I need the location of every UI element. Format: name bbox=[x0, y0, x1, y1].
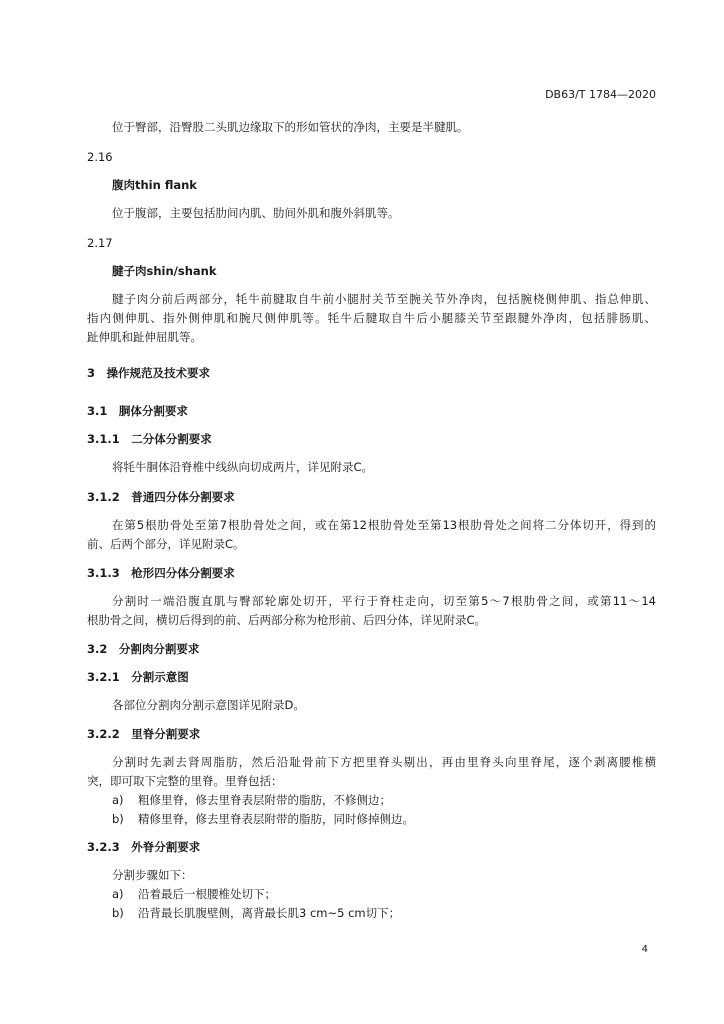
section-number-2-17: 2.17 bbox=[87, 236, 113, 250]
list-marker-b: b) bbox=[112, 906, 124, 920]
paragraph-shin-line-1: 腱子肉分前后两部分，牦牛前腱取自牛前小腿肘关节至腕关节外净肉，包括腕桡侧伸肌、指总伸肌、 bbox=[112, 292, 656, 306]
heading-3-1: 3.1 胴体分割要求 bbox=[87, 404, 188, 418]
paragraph-3-1-2-line-2: 前、后两个部分，详见附录C。 bbox=[87, 537, 245, 551]
paragraph-shin-line-3: 趾伸肌和趾伸屈肌等。 bbox=[87, 330, 202, 344]
term-title-thin-flank: 腹肉thin flank bbox=[112, 178, 197, 192]
list-item-cut-lumbar: 沿着最后一根腰椎处切下； bbox=[138, 887, 276, 901]
list-item-cut-longissimus: 沿背最长肌腹壁侧，离背最长肌3 cm~5 cm切下； bbox=[138, 906, 401, 920]
heading-3-1-1: 3.1.1 二分体分割要求 bbox=[87, 432, 212, 446]
paragraph-3-1-1: 将牦牛胴体沿脊椎中线纵向切成两片，详见附录C。 bbox=[112, 460, 374, 474]
list-marker-a: a) bbox=[112, 887, 124, 901]
heading-3-2: 3.2 分割肉分割要求 bbox=[87, 642, 200, 656]
page-number: 4 bbox=[641, 944, 648, 955]
paragraph-rump: 位于臀部，沿臀股二头肌边缘取下的形如管状的净肉，主要是半腱肌。 bbox=[112, 120, 469, 134]
term-title-shin-shank: 腱子肉shin/shank bbox=[112, 264, 217, 278]
paragraph-3-2-3: 分割步骤如下： bbox=[112, 868, 193, 882]
heading-3-2-2: 3.2.2 里脊分割要求 bbox=[87, 727, 201, 741]
paragraph-3-2-2-line-1: 分割时先剥去肾周脂肪，然后沿耻骨前下方把里脊头剔出，再由里脊头向里脊尾，逐个剥离腰椎横 bbox=[112, 755, 656, 769]
list-item-fine-tenderloin: 精修里脊，修去里脊表层附带的脂肪，同时修掉侧边。 bbox=[138, 812, 414, 826]
paragraph-3-2-2-line-2: 突，即可取下完整的里脊。里脊包括： bbox=[87, 774, 283, 788]
paragraph-shin-line-2: 指内侧伸肌、指外侧伸肌和腕尺侧伸肌等。牦牛后腱取自牛后小腿膝关节至跟腱外净肉，包括腓肠肌、 bbox=[87, 311, 656, 325]
paragraph-thin-flank: 位于腹部，主要包括肋间内肌、肋间外肌和腹外斜肌等。 bbox=[112, 206, 400, 220]
paragraph-3-1-2-line-1: 在第5根肋骨处至第7根肋骨处之间，或在第12根肋骨处至第13根肋骨处之间将二分体切开，得到的 bbox=[112, 518, 656, 532]
paragraph-3-2-1: 各部位分割肉分割示意图详见附录D。 bbox=[112, 698, 305, 712]
heading-3: 3 操作规范及技术要求 bbox=[87, 366, 211, 380]
paragraph-3-1-3-line-1: 分割时一端沿腹直肌与臀部轮廓处切开，平行于脊柱走向，切至第5～7根肋骨之间，或第11～14 bbox=[112, 594, 656, 608]
list-marker-a: a) bbox=[112, 793, 124, 807]
list-item-rough-tenderloin: 粗修里脊，修去里脊表层附带的脂肪，不修侧边； bbox=[138, 793, 391, 807]
section-number-2-16: 2.16 bbox=[87, 150, 113, 164]
standard-number: DB63/T 1784—2020 bbox=[545, 88, 656, 101]
list-marker-b: b) bbox=[112, 812, 124, 826]
paragraph-3-1-3-line-2: 根肋骨之间，横切后得到的前、后两部分称为枪形前、后四分体，详见附录C。 bbox=[87, 613, 487, 627]
heading-3-1-3: 3.1.3 枪形四分体分割要求 bbox=[87, 566, 235, 580]
heading-3-2-1: 3.2.1 分割示意图 bbox=[87, 670, 189, 684]
heading-3-2-3: 3.2.3 外脊分割要求 bbox=[87, 840, 201, 854]
heading-3-1-2: 3.1.2 普通四分体分割要求 bbox=[87, 490, 235, 504]
